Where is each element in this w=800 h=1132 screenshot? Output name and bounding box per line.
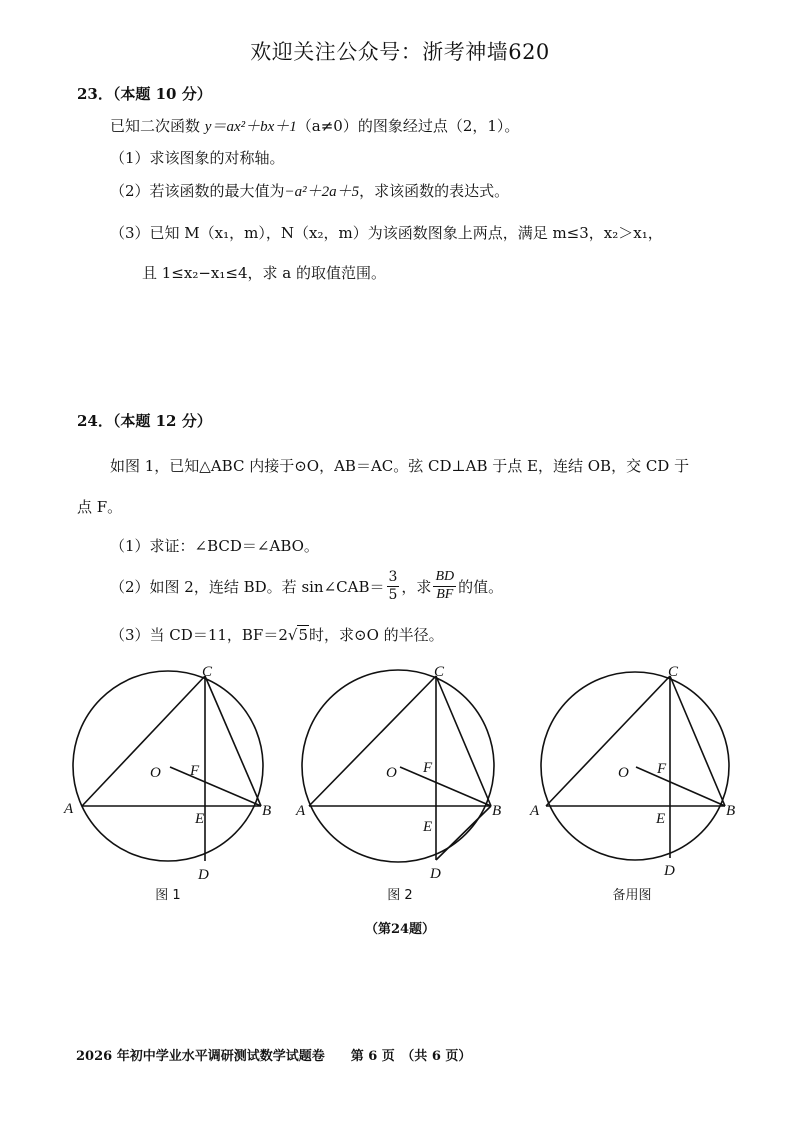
- point-label-e: E: [423, 819, 433, 835]
- q23-part2-a: （2）若该函数的最大值为: [110, 182, 285, 200]
- point-label-a: A: [296, 803, 306, 819]
- point-label-d: D: [430, 866, 441, 882]
- page-header: 欢迎关注公众号：浙考神墙620: [250, 40, 550, 64]
- q24-part3: [110, 624, 444, 645]
- q24-stem-line2: 点 F。: [77, 498, 123, 516]
- point-label-b: B: [262, 803, 272, 819]
- point-label-f: F: [657, 761, 667, 777]
- page-footer: 2026 年初中学业水平调研测试数学试题卷 第 6 页 （共 6 页）: [76, 1049, 472, 1064]
- figure-1-labels: [63, 664, 271, 883]
- q23-part3-line1: （3）已知 M（x₁，m），N（x₂，m）为该函数图象上两点，满足 m≤3，x₂＞x₁，: [110, 224, 663, 242]
- fraction-bd-over-bf: [433, 569, 456, 602]
- point-label-f: F: [190, 763, 200, 779]
- point-label-e: E: [195, 811, 205, 827]
- point-label-e: E: [656, 811, 666, 827]
- q24-part3-a: （3）当 CD＝11，BF＝2: [110, 626, 288, 644]
- point-label-c: C: [202, 664, 213, 680]
- point-label-c: C: [668, 664, 679, 680]
- fraction-denominator: 5: [388, 586, 398, 603]
- sqrt-radicand: 5: [298, 626, 308, 644]
- q24-part2-a: （2）如图 2，连结 BD。若 sin∠CAB＝: [110, 577, 385, 596]
- point-label-d: D: [664, 863, 675, 879]
- fraction-denominator: BF: [436, 586, 454, 602]
- figure-backup-label: 备用图: [612, 888, 652, 903]
- point-label-b: B: [492, 803, 502, 819]
- q24-part2-c: 的值。: [458, 577, 504, 596]
- q24-stem-line1: 如图 1，已知△ABC 内接于⊙O，AB＝AC。弦 CD⊥AB 于点 E，连结 OB，交 CD 于: [110, 457, 690, 475]
- figure-2-labels: [295, 664, 501, 882]
- point-label-b: B: [726, 803, 736, 819]
- fraction-numerator: BD: [433, 569, 456, 586]
- point-label-f: F: [423, 760, 433, 776]
- point-label-a: A: [64, 801, 74, 817]
- figure-1-label: 图 1: [155, 888, 181, 903]
- figure-caption: （第24题）: [364, 922, 436, 937]
- q23-part2-equation: −a²＋2a＋5: [284, 184, 360, 200]
- sqrt-symbol: √: [287, 626, 298, 644]
- q24-part1: （1）求证：∠BCD＝∠ABO。: [110, 537, 319, 555]
- point-label-o: O: [618, 765, 629, 781]
- q23-stem-equation: y＝ax²＋bx＋1: [204, 119, 297, 135]
- figure-backup-labels: [529, 664, 735, 879]
- q23-part3-line2: 且 1≤x₂−x₁≤4，求 a 的取值范围。: [142, 264, 386, 282]
- q23-stem-b: （a≠0）的图象经过点（2，1）。: [296, 117, 520, 135]
- q23-part2: [110, 180, 509, 201]
- figure-2: [302, 670, 494, 862]
- q23-stem: [110, 115, 519, 136]
- figure-backup: [541, 672, 729, 860]
- q24-part2-b: ，求: [401, 577, 432, 596]
- q23-heading: 23．（本题 10 分）: [77, 85, 212, 103]
- figure-1: [73, 671, 263, 861]
- point-label-a: A: [530, 803, 540, 819]
- fraction-numerator: 3: [388, 569, 398, 586]
- geometry-figures: [0, 655, 800, 885]
- q23-stem-a: 已知二次函数: [110, 117, 205, 135]
- q23-part1: （1）求该图象的对称轴。: [110, 149, 285, 167]
- point-label-o: O: [150, 765, 161, 781]
- q24-part2: [110, 565, 503, 607]
- q24-heading: 24．（本题 12 分）: [77, 412, 212, 430]
- fraction-three-fifths: [387, 569, 400, 602]
- q24-part3-b: 时，求⊙O 的半径。: [309, 626, 444, 644]
- point-label-c: C: [434, 664, 445, 680]
- point-label-o: O: [386, 765, 397, 781]
- point-label-d: D: [198, 867, 209, 883]
- figure-2-label: 图 2: [387, 888, 413, 903]
- q23-part2-b: ，求该函数的表达式。: [359, 182, 510, 200]
